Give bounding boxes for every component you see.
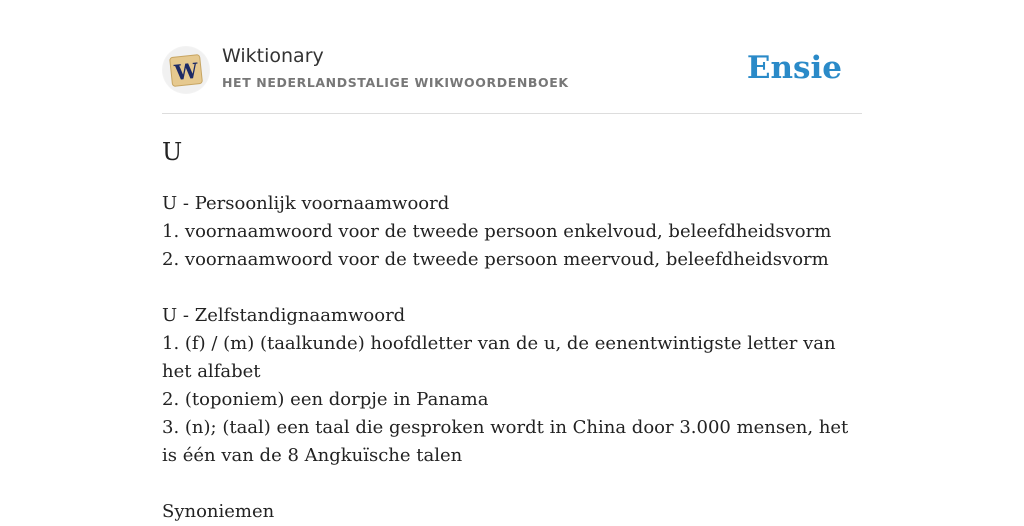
site-header xyxy=(162,0,862,114)
section-heading: U - Zelfstandignaamwoord xyxy=(162,305,406,326)
site-name[interactable]: Wiktionary xyxy=(222,45,324,67)
section-heading: U - Persoonlijk voornaamwoord xyxy=(162,193,450,214)
definition-line: 2. (toponiem) een dorpje in Panama xyxy=(162,389,489,410)
definition-line: 1. (f) / (m) (taalkunde) hoofdletter van de u, de eenentwintigste letter van het alfabet xyxy=(162,333,836,382)
section-heading: Synoniemen xyxy=(162,501,275,522)
definition-line: 1. voornaamwoord voor de tweede persoon enkelvoud, beleefdheidsvorm xyxy=(162,221,832,242)
entry-content xyxy=(162,190,862,526)
section-spacer xyxy=(162,470,862,498)
wiktionary-logo-icon[interactable] xyxy=(162,46,210,94)
page xyxy=(162,0,862,522)
entry-title: U xyxy=(162,138,183,166)
site-subtitle: HET NEDERLANDSTALIGE WIKIWOORDENBOEK xyxy=(222,75,569,90)
definition-line: 2. voornaamwoord voor de tweede persoon meervoud, beleefdheidsvorm xyxy=(162,249,829,270)
section-spacer xyxy=(162,274,862,302)
logo-letter: W xyxy=(173,57,200,86)
ensie-brand-link[interactable]: Ensie xyxy=(746,50,842,86)
definition-line: 3. (n); (taal) een taal die gesproken wordt in China door 3.000 mensen, het is één van de 8 Angkuïsche talen xyxy=(162,417,849,466)
